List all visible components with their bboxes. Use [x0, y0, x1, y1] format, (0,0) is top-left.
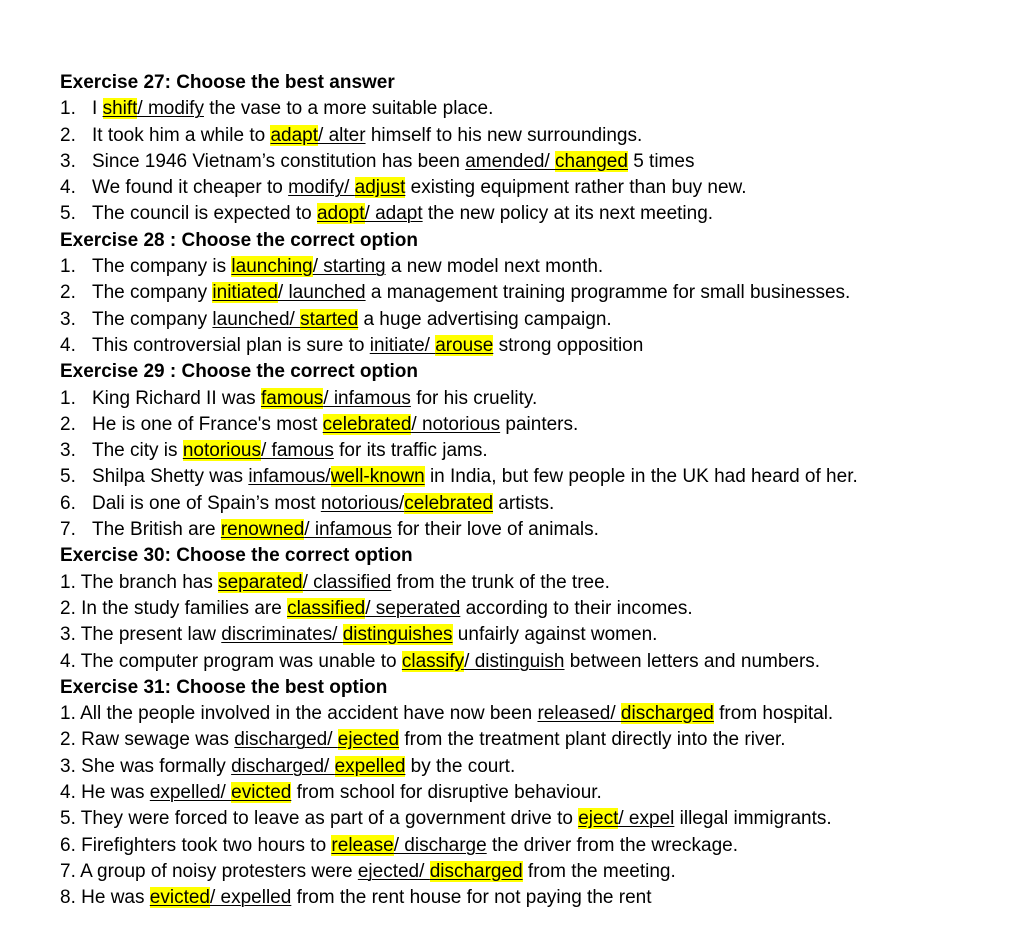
exercise-item — [60, 596, 1024, 622]
exercise-heading: Exercise 30: Choose the correct option — [60, 545, 413, 567]
highlighted-answer: notorious — [182, 440, 261, 462]
answer-option: discharged/ — [234, 729, 338, 751]
sentence-text: a huge advertising campaign. — [358, 308, 612, 330]
item-number: 4. — [60, 177, 76, 199]
exercise-item — [60, 570, 1024, 596]
exercise-item — [60, 412, 1024, 438]
answer-option: / starting — [312, 256, 386, 278]
sentence-text: himself to his new surroundings. — [365, 124, 643, 146]
exercise-item — [60, 806, 1024, 832]
sentence-text: unfairly against women. — [452, 624, 658, 646]
sentence-text: illegal immigrants. — [674, 808, 832, 830]
exercise-item — [60, 859, 1024, 885]
sentence-text: We found it cheaper to — [92, 177, 289, 199]
item-number: 1. — [60, 256, 76, 278]
answer-option: amended/ — [465, 150, 556, 172]
item-number: 2. — [60, 124, 76, 146]
sentence-text: King Richard II was — [92, 387, 261, 409]
sentence-text: Firefighters took two hours to — [81, 834, 332, 856]
item-number: 1. — [60, 703, 76, 725]
sentence-text: a management training programme for small businesses. — [365, 282, 851, 304]
sentence-text: All the people involved in the accident have now been — [80, 703, 538, 725]
item-number: 6. — [60, 492, 76, 514]
sentence-text: from school for disruptive behaviour. — [291, 782, 602, 804]
answer-option: / distinguish — [464, 650, 565, 672]
sentence-text: artists. — [493, 492, 555, 514]
answer-option: launched/ — [212, 308, 301, 330]
answer-option: / expel — [618, 808, 675, 830]
item-number: 1. — [60, 571, 76, 593]
answer-option: / modify — [137, 98, 204, 120]
exercise-item — [60, 833, 1024, 859]
answer-option: / seperated — [365, 597, 461, 619]
highlighted-answer: discharged — [429, 860, 523, 882]
exercise-item — [60, 517, 1024, 543]
item-number: 1. — [60, 98, 76, 120]
item-number: 3. — [60, 755, 76, 777]
sentence-text: the vase to a more suitable place. — [203, 98, 494, 120]
sentence-text: for their love of animals. — [391, 519, 599, 541]
highlighted-answer: celebrated — [404, 492, 494, 514]
highlighted-answer: evicted — [149, 887, 210, 909]
sentence-text: painters. — [500, 413, 579, 435]
exercise-item — [60, 123, 1024, 149]
exercise-item — [60, 149, 1024, 175]
exercise-item — [60, 780, 1024, 806]
sentence-text: The city is — [92, 440, 183, 462]
item-number: 3. — [60, 624, 76, 646]
highlighted-answer: separated — [218, 571, 303, 593]
exercise-item — [60, 885, 1024, 911]
sentence-text: I — [92, 98, 103, 120]
answer-option: / notorious — [411, 413, 501, 435]
highlighted-answer: shift — [102, 98, 138, 120]
exercise-item — [60, 386, 1024, 412]
item-number: 8. — [60, 887, 76, 909]
item-number: 2. — [60, 597, 76, 619]
exercise-item — [60, 333, 1024, 359]
highlighted-answer: changed — [555, 150, 628, 172]
answer-option: / infamous — [304, 519, 392, 541]
sentence-text: existing equipment rather than buy new. — [405, 177, 747, 199]
sentence-text: They were forced to leave as part of a government drive to — [80, 808, 579, 830]
item-number: 5. — [60, 466, 76, 488]
highlighted-answer: classify — [401, 650, 465, 672]
item-number: 4. — [60, 650, 76, 672]
sentence-text: for its traffic jams. — [333, 440, 488, 462]
sentence-text: from the rent house for not paying the rent — [291, 887, 652, 909]
item-number: 7. — [60, 860, 76, 882]
exercise-item — [60, 649, 1024, 675]
sentence-text: from the treatment plant directly into the river. — [399, 729, 786, 751]
sentence-text: the driver from the wreckage. — [486, 834, 739, 856]
sentence-text: Dali is one of Spain’s most — [92, 492, 321, 514]
exercise-item — [60, 201, 1024, 227]
highlighted-answer: launching — [231, 256, 313, 278]
item-number: 6. — [60, 834, 76, 856]
item-number: 5. — [60, 203, 76, 225]
answer-option: / discharge — [393, 834, 487, 856]
sentence-text: in India, but few people in the UK had heard of her. — [424, 466, 858, 488]
sentence-text: Raw sewage was — [81, 729, 235, 751]
item-number: 2. — [60, 729, 76, 751]
highlighted-answer: celebrated — [322, 413, 412, 435]
sentence-text: The British are — [92, 519, 221, 541]
item-number: 3. — [60, 440, 76, 462]
sentence-text: In the study families are — [81, 597, 288, 619]
exercise-item — [60, 307, 1024, 333]
sentence-text: The company is — [92, 256, 232, 278]
highlighted-answer: eject — [578, 808, 619, 830]
sentence-text: strong opposition — [493, 334, 644, 356]
exercise-item — [60, 727, 1024, 753]
exercise-item — [60, 280, 1024, 306]
sentence-text: The branch has — [80, 571, 219, 593]
answer-option: / alter — [318, 124, 366, 146]
item-number: 2. — [60, 413, 76, 435]
sentence-text: by the court. — [405, 755, 516, 777]
highlighted-answer: expelled — [334, 755, 406, 777]
item-number: 2. — [60, 282, 76, 304]
answer-option: expelled/ — [149, 782, 232, 804]
item-number: 4. — [60, 782, 76, 804]
answer-option: released/ — [537, 703, 621, 725]
highlighted-answer: renowned — [220, 519, 305, 541]
answer-option: ejected/ — [357, 860, 430, 882]
answer-option: notorious/ — [320, 492, 405, 514]
sentence-text: from hospital. — [713, 703, 834, 725]
highlighted-answer: arouse — [435, 334, 494, 356]
highlighted-answer: well-known — [330, 466, 425, 488]
item-number: 5. — [60, 808, 76, 830]
sentence-text: The company — [92, 282, 213, 304]
highlighted-answer: evicted — [231, 782, 292, 804]
sentence-text: between letters and numbers. — [564, 650, 821, 672]
sentence-text: according to their incomes. — [460, 597, 693, 619]
highlighted-answer: ejected — [337, 729, 400, 751]
sentence-text: It took him a while to — [92, 124, 271, 146]
sentence-text: She was formally — [81, 755, 232, 777]
highlighted-answer: classified — [287, 597, 366, 619]
item-number: 3. — [60, 150, 76, 172]
sentence-text: The council is expected to — [92, 203, 317, 225]
sentence-text: for his cruelity. — [410, 387, 538, 409]
sentence-text: 5 times — [627, 150, 695, 172]
sentence-text: The company — [92, 308, 213, 330]
exercise-document — [60, 70, 1024, 912]
exercise-heading: Exercise 27: Choose the best answer — [60, 72, 395, 93]
item-number: 3. — [60, 308, 76, 330]
item-number: 1. — [60, 387, 76, 409]
highlighted-answer: release — [331, 834, 394, 856]
highlighted-answer: adopt — [316, 203, 365, 225]
sentence-text: the new policy at its next meeting. — [422, 203, 714, 225]
sentence-text: from the trunk of the tree. — [391, 571, 610, 593]
exercise-heading: Exercise 29 : Choose the correct option — [60, 361, 418, 383]
answer-option: modify/ — [288, 177, 355, 199]
item-number: 7. — [60, 519, 76, 541]
answer-option: initiate/ — [369, 334, 436, 356]
sentence-text: The computer program was unable to — [80, 650, 402, 672]
exercise-item — [60, 701, 1024, 727]
exercise-item — [60, 96, 1024, 122]
exercise-item — [60, 254, 1024, 280]
sentence-text: a new model next month. — [385, 256, 604, 278]
highlighted-answer: adjust — [354, 177, 406, 199]
highlighted-answer: distinguishes — [342, 624, 453, 646]
highlighted-answer: famous — [260, 387, 324, 409]
highlighted-answer: started — [300, 308, 359, 330]
answer-option: discharged/ — [231, 755, 335, 777]
sentence-text: A group of noisy protesters were — [80, 860, 358, 882]
sentence-text: He is one of France's most — [92, 413, 323, 435]
sentence-text: Shilpa Shetty was — [92, 466, 249, 488]
answer-option: / adapt — [364, 203, 423, 225]
answer-option: / infamous — [323, 387, 411, 409]
answer-option: / launched — [277, 282, 366, 304]
exercise-item — [60, 438, 1024, 464]
highlighted-answer: initiated — [212, 282, 278, 304]
exercise-item — [60, 175, 1024, 201]
sentence-text: Since 1946 Vietnam’s constitution has been — [92, 150, 466, 172]
answer-option: / expelled — [209, 887, 292, 909]
exercise-item — [60, 464, 1024, 490]
highlighted-answer: discharged — [620, 703, 714, 725]
answer-option: / famous — [260, 440, 334, 462]
exercise-item — [60, 754, 1024, 780]
sentence-text: from the meeting. — [522, 860, 676, 882]
sentence-text: He was — [81, 782, 150, 804]
answer-option: / classified — [302, 571, 392, 593]
sentence-text: This controversial plan is sure to — [92, 334, 370, 356]
answer-option: discriminates/ — [221, 624, 343, 646]
exercise-heading: Exercise 28 : Choose the correct option — [60, 229, 418, 251]
sentence-text: The present law — [80, 624, 222, 646]
item-number: 4. — [60, 334, 76, 356]
exercise-item — [60, 491, 1024, 517]
answer-option: infamous/ — [248, 466, 331, 488]
exercise-heading: Exercise 31: Choose the best option — [60, 676, 388, 698]
sentence-text: He was — [81, 887, 150, 909]
exercise-item — [60, 622, 1024, 648]
highlighted-answer: adapt — [270, 124, 319, 146]
